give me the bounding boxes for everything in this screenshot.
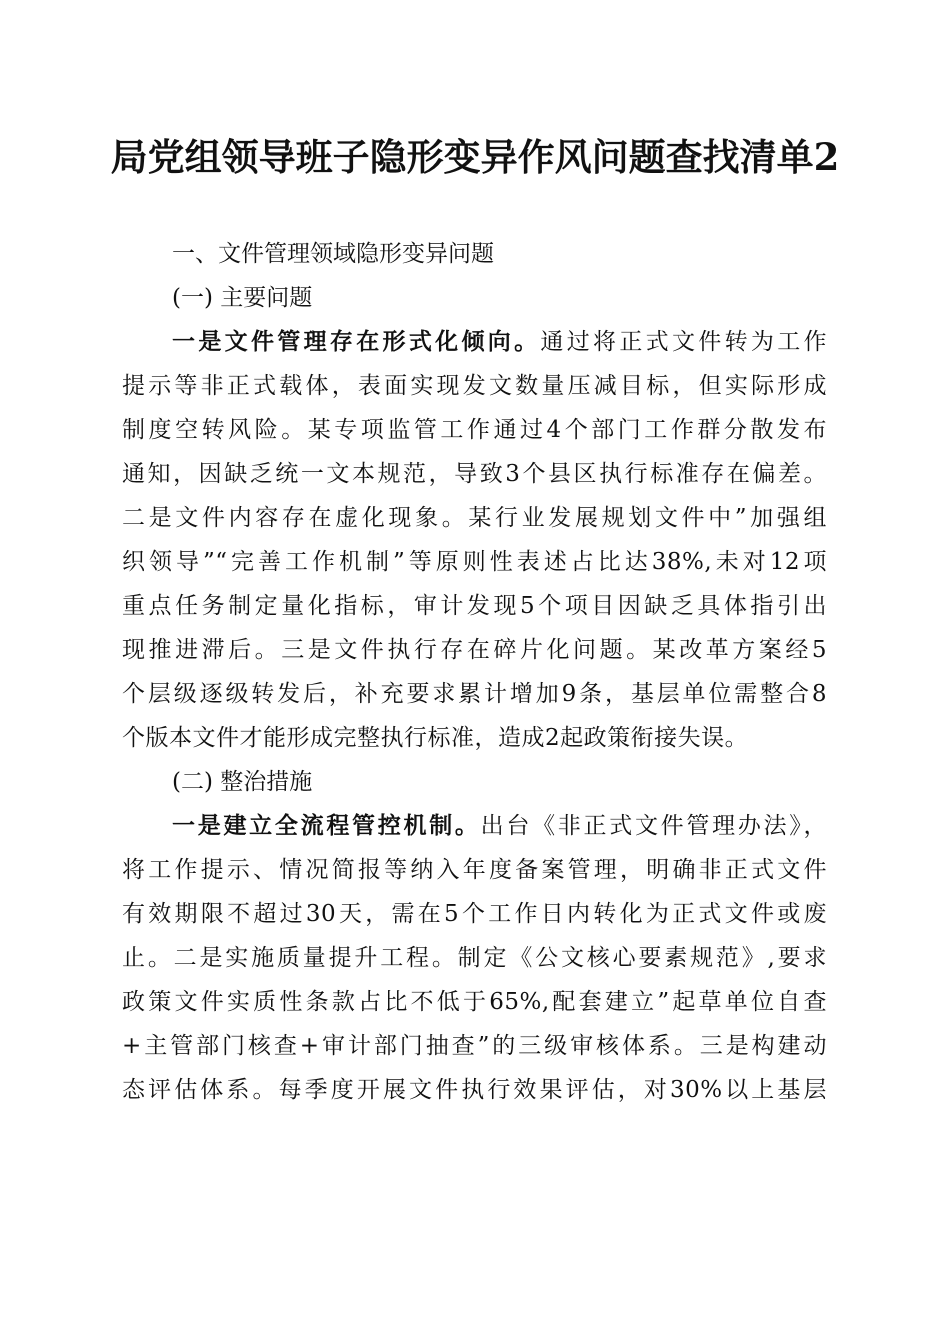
paragraph-line — [122, 804, 827, 848]
paragraph-line: 个层级逐级转发后，补充要求累计增加9条，基层单位需整合8 — [122, 681, 827, 707]
paragraph-problems — [122, 320, 827, 760]
paragraph-line: 有效期限不超过30天，需在5个工作日内转化为正式文件或废 — [122, 901, 827, 927]
lead-sentence: 一是文件管理存在形式化倾向。 — [172, 328, 541, 355]
section-heading: 一、文件管理领域隐形变异问题 — [172, 241, 494, 267]
paragraph-line: 政策文件实质性条款占比不低于65%,配套建立”起草单位自查 — [122, 989, 827, 1015]
paragraph-line: 二是文件内容存在虚化现象。某行业发展规划文件中”加强组 — [122, 505, 827, 531]
paragraph-measures — [122, 804, 827, 1112]
lead-sentence: 一是建立全流程管控机制。 — [172, 812, 481, 839]
paragraph-line: +主管部门核查+审计部门抽查”的三级审核体系。三是构建动 — [122, 1033, 827, 1059]
paragraph-line — [122, 320, 827, 364]
paragraph-line: 个版本文件才能形成完整执行标准，造成2起政策衔接失误。 — [122, 725, 749, 751]
document-body — [122, 232, 827, 1112]
line-text: 通过将正式文件转为工作 — [540, 329, 827, 355]
paragraph-line: 现推进滞后。三是文件执行存在碎片化问题。某改革方案经5 — [122, 637, 827, 663]
paragraph-line: 通知，因缺乏统一文本规范，导致3个县区执行标准存在偏差。 — [122, 461, 827, 487]
paragraph-line: 止。二是实施质量提升工程。制定《公文核心要素规范》,要求 — [122, 945, 827, 971]
document-title: 局党组领导班子隐形变异作风问题查找清单2 — [110, 135, 840, 179]
paragraph-line: 重点任务制定量化指标，审计发现5个项目因缺乏具体指引出 — [122, 593, 827, 619]
subsection-heading-problems: (一) 主要问题 — [172, 285, 313, 311]
paragraph-line: 提示等非正式载体，表面实现发文数量压减目标，但实际形成 — [122, 373, 827, 399]
line-text: 出台《非正式文件管理办法》， — [480, 813, 828, 839]
paragraph-line: 将工作提示、情况简报等纳入年度备案管理，明确非正式文件 — [122, 857, 827, 883]
paragraph-line: 织领导”“完善工作机制”等原则性表述占比达38%,未对12项 — [122, 549, 827, 575]
paragraph-line: 制度空转风险。某专项监管工作通过4个部门工作群分散发布 — [122, 417, 827, 443]
paragraph-line: 态评估体系。每季度开展文件执行效果评估，对30%以上基层 — [122, 1077, 827, 1103]
subsection-heading-measures: (二) 整治措施 — [172, 769, 313, 795]
